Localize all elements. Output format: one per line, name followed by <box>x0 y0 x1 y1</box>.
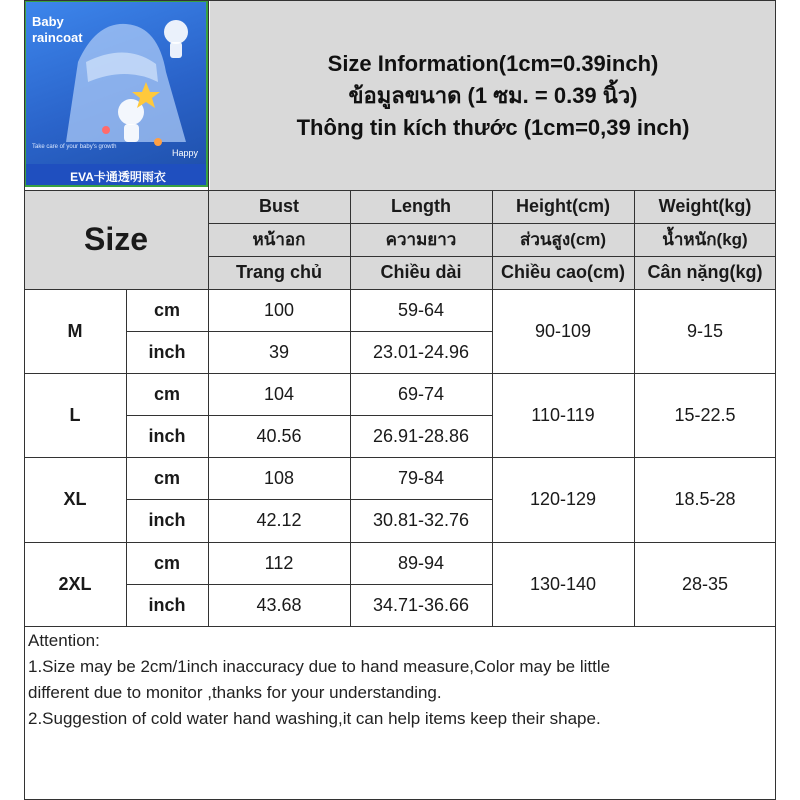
col-height-th: ส่วนสูง(cm) <box>519 230 607 249</box>
row-xl-length-cm: 79-84 <box>397 467 445 488</box>
row-l-cm-label: cm <box>153 383 180 404</box>
grid-line <box>208 0 209 626</box>
title-area <box>210 0 776 190</box>
row-l-length-cm: 69-74 <box>397 383 445 404</box>
row-2xl-bust-inch: 43.68 <box>256 594 302 615</box>
row-m-height: 90-109 <box>534 320 592 341</box>
row-xl-weight: 18.5-28 <box>674 489 736 509</box>
notes-line-2: different due to monitor ,thanks for your understanding. <box>28 683 442 702</box>
row-l-size: L <box>69 404 81 425</box>
row-m-inch-label: inch <box>148 341 186 362</box>
col-height-vi: Chiều cao(cm) <box>500 262 626 282</box>
row-2xl-height: 130-140 <box>529 573 597 594</box>
col-weight-vi: Cân nặng(kg) <box>647 262 763 282</box>
row-2xl-inch-label: inch <box>148 594 186 615</box>
grid-line <box>24 0 776 1</box>
row-m-size: M <box>67 320 83 341</box>
grid-line <box>126 415 492 416</box>
grid-line <box>208 256 776 257</box>
title-line-2: ข้อมูลขนาด (1 ซม. = 0.39 นิ้ว) <box>348 83 638 108</box>
col-weight-th: น้ำหนัก(kg) <box>662 230 748 249</box>
row-xl-height: 120-129 <box>529 489 597 509</box>
grid-line <box>126 331 492 332</box>
col-length-vi: Chiều dài <box>380 262 462 282</box>
row-m-length-inch: 23.01-24.96 <box>372 341 470 362</box>
grid-line <box>24 0 25 800</box>
row-l-height: 110-119 <box>531 404 595 425</box>
row-l-weight: 15-22.5 <box>674 404 736 425</box>
row-2xl-cm-label: cm <box>153 552 180 573</box>
col-weight-en: Weight(kg) <box>658 196 752 216</box>
notes-area <box>24 626 776 800</box>
row-xl-inch-label: inch <box>148 510 186 530</box>
tagline: Take care of your baby's growth <box>32 144 117 150</box>
grid-line <box>208 223 776 224</box>
product-image <box>24 0 208 187</box>
badge-line1: Baby <box>32 14 64 29</box>
row-2xl-bust-cm: 112 <box>264 552 294 573</box>
grid-line <box>24 542 776 543</box>
col-length-th: ความยาว <box>385 230 457 249</box>
row-2xl-weight: 28-35 <box>681 573 729 594</box>
notes-line-1: 1.Size may be 2cm/1inch inaccuracy due to hand measure,Color may be little <box>28 657 611 676</box>
row-xl-bust-inch: 42.12 <box>256 510 302 530</box>
col-bust-th: หน้าอก <box>252 230 306 249</box>
row-xl-cm-label: cm <box>153 467 180 488</box>
col-length-en: Length <box>391 196 451 216</box>
grid-line <box>126 584 492 585</box>
size-chart-sheet <box>24 0 776 800</box>
row-2xl-size: 2XL <box>58 573 92 594</box>
row-l-length-inch: 26.91-28.86 <box>372 425 470 446</box>
grid-line <box>775 0 776 800</box>
grid-line <box>24 190 776 191</box>
row-xl-length-inch: 30.81-32.76 <box>372 510 470 530</box>
row-2xl-length-inch: 34.71-36.66 <box>372 594 470 615</box>
row-m-weight: 9-15 <box>686 320 724 341</box>
badge-line2: raincoat <box>32 30 83 45</box>
grid-line <box>24 457 776 458</box>
row-2xl-length-cm: 89-94 <box>397 552 445 573</box>
grid-line <box>24 626 776 627</box>
row-m-length-cm: 59-64 <box>397 299 445 320</box>
row-m-cm-label: cm <box>153 299 180 320</box>
grid-line <box>24 289 776 290</box>
title-line-1: Size Information(1cm=0.39inch) <box>327 51 659 76</box>
row-m-bust-inch: 39 <box>268 341 290 362</box>
banner-text: EVA卡通透明雨衣 <box>70 169 166 184</box>
size-header: Size <box>83 221 149 257</box>
row-l-bust-inch: 40.56 <box>256 425 302 446</box>
row-xl-bust-cm: 108 <box>263 467 295 488</box>
notes-heading: Attention: <box>28 631 100 650</box>
col-height-en: Height(cm) <box>516 196 610 216</box>
col-bust-en: Bust <box>259 196 299 216</box>
row-l-inch-label: inch <box>148 425 186 446</box>
grid-line <box>24 373 776 374</box>
happy-label: Happy <box>172 148 199 158</box>
row-m-bust-cm: 100 <box>263 299 295 320</box>
notes-line-3: 2.Suggestion of cold water hand washing,it can help items keep their shape. <box>28 709 601 728</box>
col-bust-vi: Trang chủ <box>235 262 322 282</box>
row-xl-size: XL <box>63 489 87 509</box>
row-l-bust-cm: 104 <box>263 383 295 404</box>
grid-line <box>126 499 492 500</box>
title-line-3: Thông tin kích thước (1cm=0,39 inch) <box>296 115 690 140</box>
